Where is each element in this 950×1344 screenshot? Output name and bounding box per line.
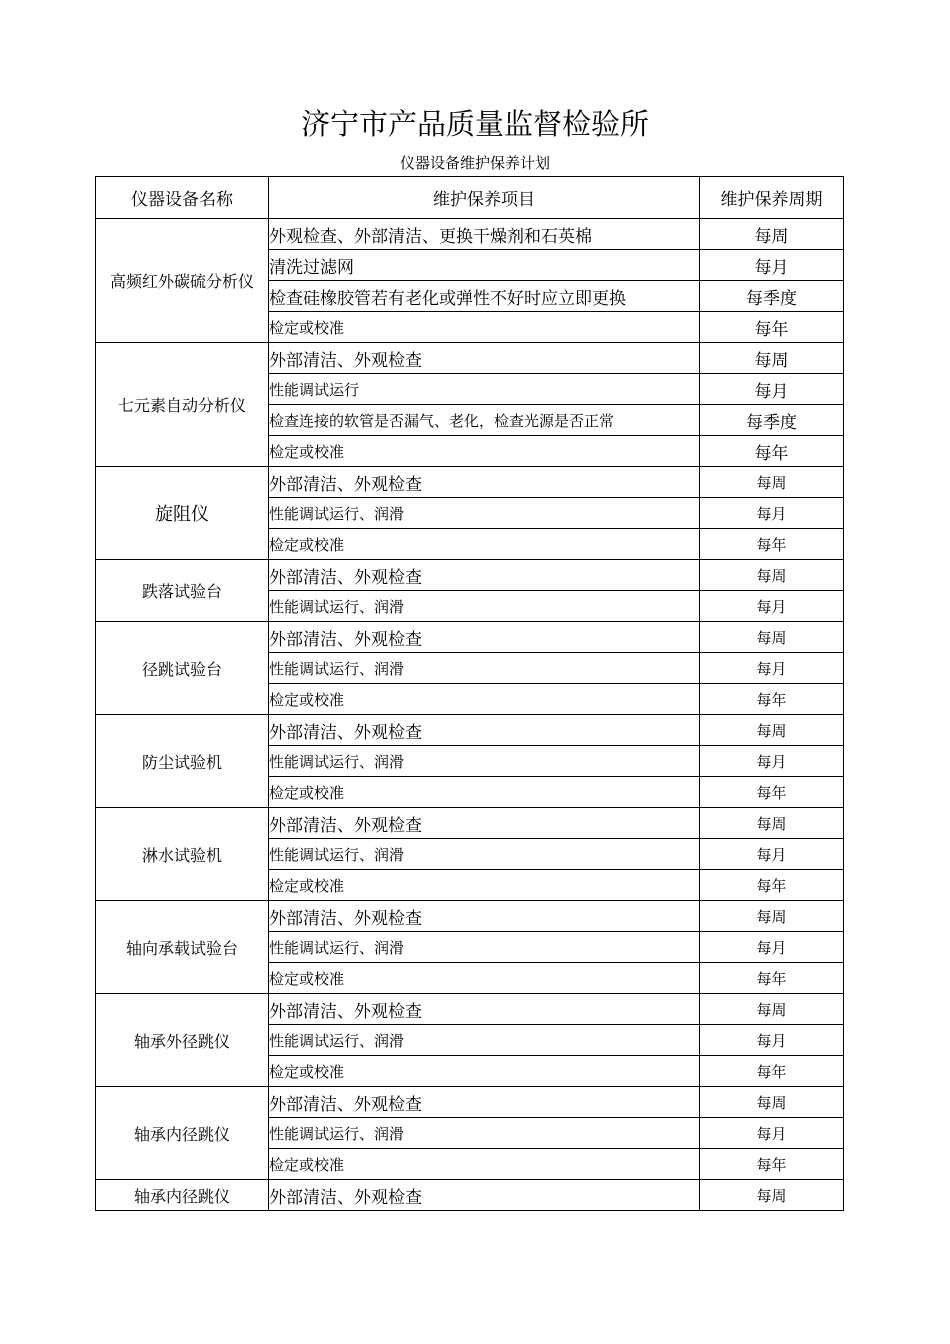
maintenance-cycle-cell: 每年 — [700, 312, 844, 343]
maintenance-cycle-cell: 每周 — [700, 901, 844, 932]
maintenance-cycle-cell: 每年 — [700, 963, 844, 994]
maintenance-item-cell: 外部清洁、外观检查 — [269, 715, 700, 746]
maintenance-item-cell: 外部清洁、外观检查 — [269, 343, 700, 374]
maintenance-item-cell: 性能调试运行、润滑 — [269, 932, 700, 963]
maintenance-item-cell: 外部清洁、外观检查 — [269, 994, 700, 1025]
maintenance-item-cell: 性能调试运行、润滑 — [269, 1025, 700, 1056]
table-row — [96, 560, 844, 591]
maintenance-cycle-cell: 每周 — [700, 994, 844, 1025]
maintenance-item-cell: 检定或校准 — [269, 870, 700, 901]
maintenance-cycle-cell: 每年 — [700, 1149, 844, 1180]
maintenance-item-cell: 检定或校准 — [269, 777, 700, 808]
equipment-name-cell: 防尘试验机 — [96, 715, 269, 808]
table-header-row — [96, 177, 844, 219]
maintenance-cycle-cell: 每月 — [700, 653, 844, 684]
table-row — [96, 715, 844, 746]
table-row — [96, 343, 844, 374]
maintenance-cycle-cell: 每周 — [700, 560, 844, 591]
maintenance-cycle-cell: 每周 — [700, 715, 844, 746]
equipment-name-cell: 七元素自动分析仪 — [96, 343, 269, 467]
maintenance-cycle-cell: 每周 — [700, 1180, 844, 1211]
document-subtitle: 仪器设备维护保养计划 — [399, 154, 550, 172]
maintenance-cycle-cell: 每周 — [700, 467, 844, 498]
maintenance-item-cell: 外部清洁、外观检查 — [269, 560, 700, 591]
equipment-name-cell: 轴向承载试验台 — [96, 901, 269, 994]
equipment-name-cell: 径跳试验台 — [96, 622, 269, 715]
equipment-name-cell: 旋阻仪 — [96, 467, 269, 560]
maintenance-item-cell: 性能调试运行、润滑 — [269, 591, 700, 622]
maintenance-item-cell: 性能调试运行、润滑 — [269, 498, 700, 529]
table-row — [96, 808, 844, 839]
maintenance-cycle-cell: 每周 — [700, 219, 844, 250]
table-row — [96, 901, 844, 932]
maintenance-cycle-cell: 每月 — [700, 1118, 844, 1149]
maintenance-cycle-cell: 每年 — [700, 777, 844, 808]
maintenance-item-cell: 检查硅橡胶管若有老化或弹性不好时应立即更换 — [269, 281, 700, 312]
maintenance-item-cell: 外部清洁、外观检查 — [269, 808, 700, 839]
table-row — [96, 219, 844, 250]
table-row — [96, 622, 844, 653]
maintenance-item-cell: 外部清洁、外观检查 — [269, 1180, 700, 1211]
maintenance-cycle-cell: 每年 — [700, 684, 844, 715]
maintenance-cycle-cell: 每周 — [700, 1087, 844, 1118]
maintenance-item-cell: 外观检查、外部清洁、更换干燥剂和石英棉 — [269, 219, 700, 250]
document-title: 济宁市产品质量监督检验所 — [300, 107, 649, 141]
table-row — [96, 1087, 844, 1118]
maintenance-item-cell: 检定或校准 — [269, 1056, 700, 1087]
header-maintenance-item: 维护保养项目 — [269, 177, 700, 219]
table-body — [96, 219, 844, 1211]
maintenance-item-cell: 清洗过滤网 — [269, 250, 700, 281]
equipment-name-cell: 淋水试验机 — [96, 808, 269, 901]
maintenance-cycle-cell: 每季度 — [700, 281, 844, 312]
maintenance-item-cell: 性能调试运行、润滑 — [269, 1118, 700, 1149]
maintenance-cycle-cell: 每月 — [700, 839, 844, 870]
maintenance-cycle-cell: 每年 — [700, 436, 844, 467]
maintenance-cycle-cell: 每季度 — [700, 405, 844, 436]
maintenance-item-cell: 检定或校准 — [269, 312, 700, 343]
maintenance-cycle-cell: 每月 — [700, 746, 844, 777]
maintenance-item-cell: 外部清洁、外观检查 — [269, 467, 700, 498]
equipment-name-cell: 轴承外径跳仪 — [96, 994, 269, 1087]
maintenance-item-cell: 性能调试运行、润滑 — [269, 839, 700, 870]
maintenance-item-cell: 外部清洁、外观检查 — [269, 622, 700, 653]
maintenance-cycle-cell: 每月 — [700, 374, 844, 405]
maintenance-item-cell: 性能调试运行、润滑 — [269, 746, 700, 777]
maintenance-cycle-cell: 每周 — [700, 808, 844, 839]
equipment-name-cell: 轴承内径跳仪 — [96, 1180, 269, 1211]
table-row — [96, 467, 844, 498]
maintenance-cycle-cell: 每周 — [700, 343, 844, 374]
header-maintenance-cycle: 维护保养周期 — [700, 177, 844, 219]
maintenance-item-cell: 检查连接的软管是否漏气、老化，检查光源是否正常 — [269, 405, 700, 436]
equipment-name-cell: 轴承内径跳仪 — [96, 1087, 269, 1180]
maintenance-item-cell: 检定或校准 — [269, 684, 700, 715]
maintenance-item-cell: 检定或校准 — [269, 963, 700, 994]
maintenance-cycle-cell: 每月 — [700, 932, 844, 963]
maintenance-item-cell: 外部清洁、外观检查 — [269, 901, 700, 932]
maintenance-cycle-cell: 每月 — [700, 591, 844, 622]
maintenance-item-cell: 检定或校准 — [269, 529, 700, 560]
maintenance-item-cell: 性能调试运行、润滑 — [269, 653, 700, 684]
table-row — [96, 1180, 844, 1211]
maintenance-cycle-cell: 每年 — [700, 1056, 844, 1087]
equipment-name-cell: 跌落试验台 — [96, 560, 269, 622]
maintenance-item-cell: 性能调试运行 — [269, 374, 700, 405]
maintenance-cycle-cell: 每月 — [700, 250, 844, 281]
maintenance-item-cell: 外部清洁、外观检查 — [269, 1087, 700, 1118]
maintenance-cycle-cell: 每周 — [700, 622, 844, 653]
maintenance-item-cell: 检定或校准 — [269, 1149, 700, 1180]
maintenance-cycle-cell: 每年 — [700, 870, 844, 901]
maintenance-cycle-cell: 每月 — [700, 1025, 844, 1056]
maintenance-item-cell: 检定或校准 — [269, 436, 700, 467]
table-row — [96, 994, 844, 1025]
maintenance-cycle-cell: 每月 — [700, 498, 844, 529]
maintenance-plan-table — [95, 176, 844, 1211]
equipment-name-cell: 高频红外碳硫分析仪 — [96, 219, 269, 343]
header-equipment-name: 仪器设备名称 — [96, 177, 269, 219]
maintenance-cycle-cell: 每年 — [700, 529, 844, 560]
